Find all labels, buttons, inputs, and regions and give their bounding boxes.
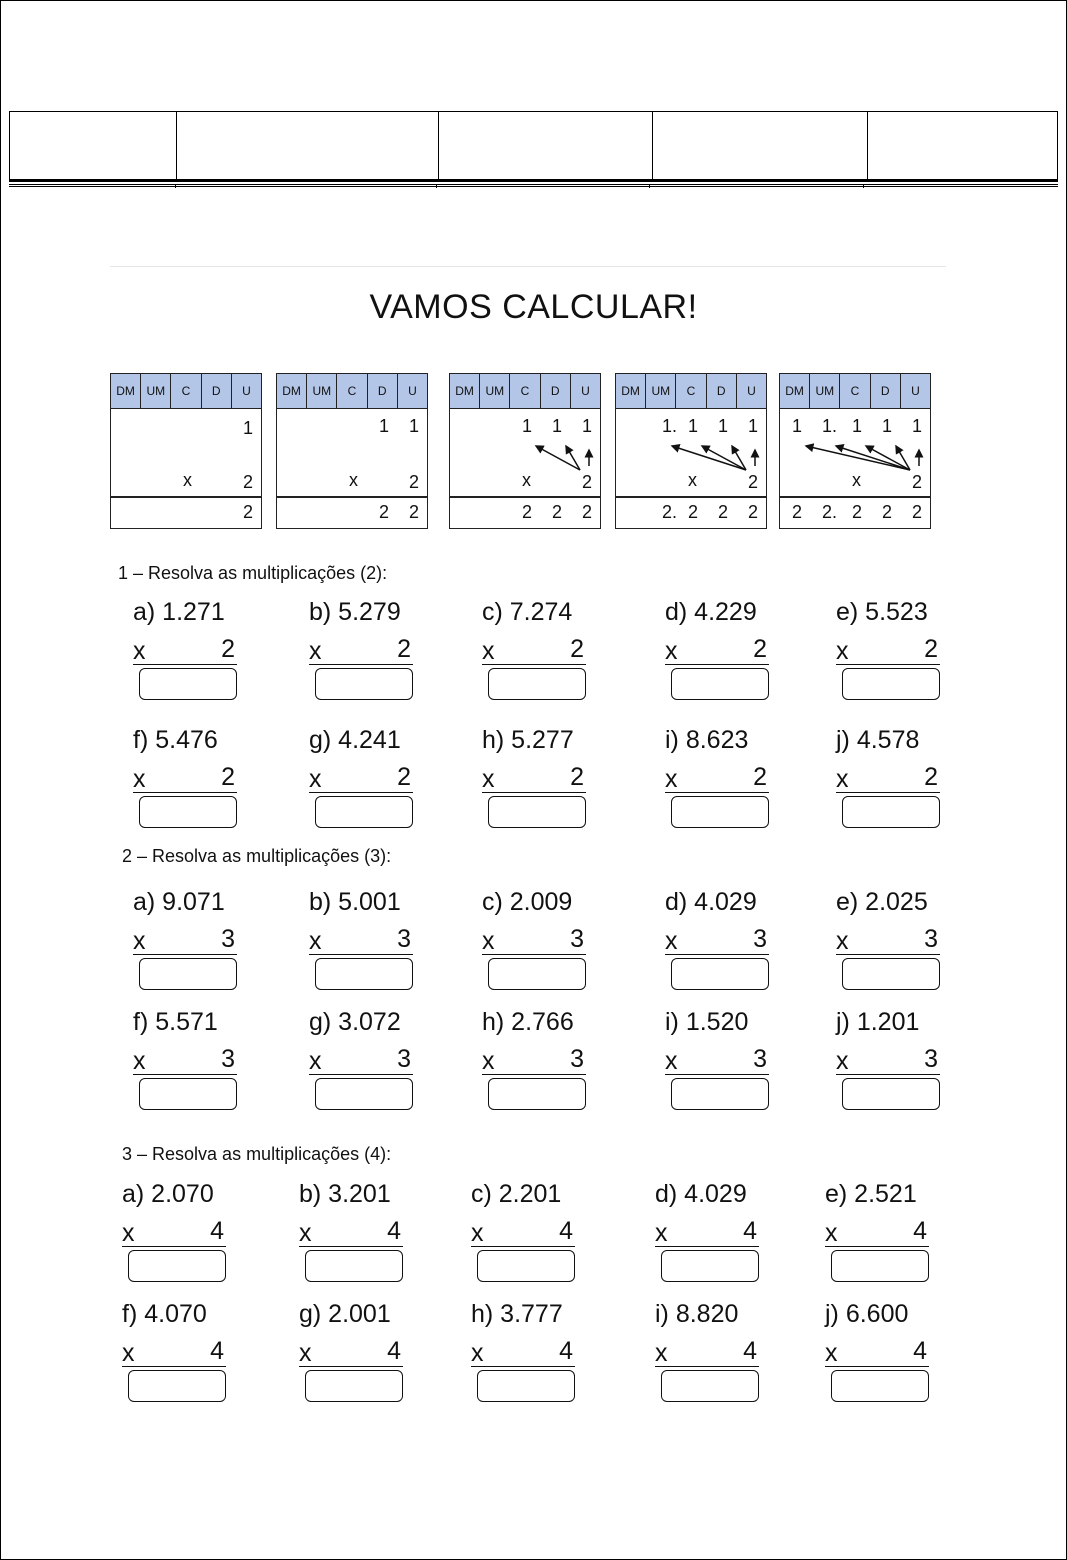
answer-box[interactable] (477, 1370, 575, 1402)
multiplier-line (655, 1336, 759, 1367)
answer-box[interactable] (671, 958, 769, 990)
place-value-header (111, 374, 261, 409)
factor: 2 (570, 763, 584, 791)
factor: 3 (397, 1045, 411, 1073)
answer-box[interactable] (671, 668, 769, 700)
digit: 1 (688, 416, 699, 436)
digit: 1 (552, 416, 563, 436)
times-symbol: x (309, 927, 322, 955)
answer-box[interactable] (661, 1250, 759, 1282)
answer-box[interactable] (315, 1078, 413, 1110)
factor: 2 (753, 635, 767, 663)
column-header: UM (141, 374, 171, 408)
column-header: DM (450, 374, 480, 408)
header-cell (10, 112, 177, 179)
digit: 2 (522, 502, 533, 522)
problem-number: d) 4.229 (665, 598, 757, 626)
problem-number: b) 5.001 (309, 888, 401, 916)
multiplier-line (825, 1216, 929, 1247)
problem-number: c) 2.009 (482, 888, 573, 916)
column-header: UM (480, 374, 510, 408)
problem (122, 1180, 232, 1280)
times-symbol: x (299, 1339, 312, 1367)
column-header: D (707, 374, 737, 408)
digit: 2 (582, 472, 593, 492)
column-header: U (408, 384, 417, 398)
answer-box[interactable] (671, 796, 769, 828)
column-header: U (911, 384, 920, 398)
digit: 1 (243, 418, 254, 438)
problem-number: g) 2.001 (299, 1300, 391, 1328)
problem-number: j) 1.201 (836, 1008, 920, 1036)
problem (836, 888, 946, 988)
problem-number: f) 5.571 (133, 1008, 218, 1036)
factor: 3 (221, 1045, 235, 1073)
header-table (9, 111, 1058, 182)
column-header: UM (307, 374, 337, 408)
problem (836, 1008, 946, 1108)
times-symbol: x (471, 1339, 484, 1367)
multiplier-line (309, 762, 413, 793)
digit: 1 (718, 416, 729, 436)
digit: 1. (822, 416, 838, 436)
multiplier-line (655, 1216, 759, 1247)
header-cell (177, 112, 439, 179)
multiplier-line (133, 924, 237, 955)
factor: 3 (570, 925, 584, 953)
column-header: C (676, 374, 706, 408)
times-symbol: x (309, 765, 322, 793)
multiplier-line (133, 762, 237, 793)
digit: 1 (522, 416, 533, 436)
problem (133, 888, 243, 988)
multiplier-line (665, 762, 769, 793)
problem-number: e) 5.523 (836, 598, 928, 626)
answer-box[interactable] (477, 1250, 575, 1282)
digit: 2 (912, 472, 923, 492)
carry-arrows (450, 374, 602, 530)
place-value-header (277, 374, 427, 409)
multiplier-line (471, 1336, 575, 1367)
digit: 1 (792, 416, 803, 436)
digit: 2 (912, 502, 923, 522)
factor: 2 (924, 635, 938, 663)
times-symbol: x (133, 765, 146, 793)
problem-number: b) 3.201 (299, 1180, 391, 1208)
multiplier-line (309, 1044, 413, 1075)
answer-box[interactable] (842, 796, 940, 828)
answer-box[interactable] (671, 1078, 769, 1110)
factor: 4 (210, 1217, 224, 1245)
answer-box[interactable] (488, 668, 586, 700)
answer-box[interactable] (128, 1370, 226, 1402)
worksheet-top-edge (110, 266, 946, 267)
problem-number: e) 2.521 (825, 1180, 917, 1208)
problem-number: h) 3.777 (471, 1300, 563, 1328)
factor: 3 (397, 925, 411, 953)
digit: 2 (688, 502, 699, 522)
answer-box[interactable] (488, 958, 586, 990)
digit: 2 (882, 502, 893, 522)
times-symbol: x (825, 1219, 838, 1247)
column-header: D (368, 374, 398, 408)
answer-box[interactable] (842, 1078, 940, 1110)
problem (299, 1180, 409, 1280)
multiplier-line (482, 634, 586, 665)
factor: 2 (221, 635, 235, 663)
digit: 1 (852, 416, 863, 436)
times-symbol: x (825, 1339, 838, 1367)
problem-number: i) 8.623 (665, 726, 749, 754)
times-symbol: x (836, 637, 849, 665)
factor: 3 (753, 1045, 767, 1073)
times-symbol: x (122, 1219, 135, 1247)
digit: x (349, 470, 358, 490)
column-header: D (541, 374, 571, 408)
problem (309, 598, 419, 698)
section-label: 1 – Resolva as multiplicações (2): (118, 563, 388, 583)
digit: 1. (662, 416, 678, 436)
factor: 4 (743, 1337, 757, 1365)
problem-number: h) 2.766 (482, 1008, 574, 1036)
answer-box[interactable] (305, 1370, 403, 1402)
problem-number: d) 4.029 (665, 888, 757, 916)
digit: 2 (243, 502, 254, 522)
problem (665, 726, 775, 826)
digit: 2 (552, 502, 563, 522)
problem (482, 598, 592, 698)
factor: 2 (221, 763, 235, 791)
digit: 1 (748, 416, 759, 436)
problem-number: g) 4.241 (309, 726, 401, 754)
problem-number: b) 5.279 (309, 598, 401, 626)
digit: 2 (409, 502, 420, 522)
answer-box[interactable] (305, 1250, 403, 1282)
column-header: DM (780, 374, 810, 408)
problem (471, 1180, 581, 1280)
result-line (111, 496, 261, 498)
result-line (277, 496, 427, 498)
times-symbol: x (482, 765, 495, 793)
multiplier-line (665, 924, 769, 955)
answer-box[interactable] (488, 1078, 586, 1110)
problem (482, 726, 592, 826)
place-value-chart (449, 373, 601, 529)
problem (309, 888, 419, 988)
factor: 3 (924, 1045, 938, 1073)
header-cell (653, 112, 868, 179)
problem (825, 1180, 935, 1280)
problem (665, 888, 775, 988)
times-symbol: x (482, 637, 495, 665)
digit: 2 (748, 502, 759, 522)
page-title: VAMOS CALCULAR! (369, 288, 698, 326)
answer-box[interactable] (139, 1078, 237, 1110)
column-header: U (581, 384, 590, 398)
factor: 4 (210, 1337, 224, 1365)
digit: 2. (662, 502, 678, 522)
problem (133, 598, 243, 698)
times-symbol: x (133, 1047, 146, 1075)
column-header: DM (616, 374, 646, 408)
digit: 2 (243, 472, 254, 492)
carry-arrows (616, 374, 768, 530)
column-header: C (171, 374, 201, 408)
problem-number: j) 6.600 (825, 1300, 909, 1328)
times-symbol: x (482, 1047, 495, 1075)
times-symbol: x (836, 765, 849, 793)
multiplier-line (482, 762, 586, 793)
arrow (806, 446, 910, 470)
factor: 3 (924, 925, 938, 953)
digit: x (852, 470, 861, 490)
problem-number: e) 2.025 (836, 888, 928, 916)
header-cell (868, 112, 1057, 179)
problem-number: a) 9.071 (133, 888, 225, 916)
problem-number: h) 5.277 (482, 726, 574, 754)
section-label: 2 – Resolva as multiplicações (3): (122, 846, 392, 866)
problem-number: d) 4.029 (655, 1180, 747, 1208)
answer-box[interactable] (831, 1370, 929, 1402)
times-symbol: x (133, 637, 146, 665)
times-symbol: x (299, 1219, 312, 1247)
multiplier-line (665, 634, 769, 665)
problem-number: g) 3.072 (309, 1008, 401, 1036)
problem (825, 1300, 935, 1400)
place-value-chart (110, 373, 262, 529)
times-symbol: x (482, 927, 495, 955)
times-symbol: x (133, 927, 146, 955)
times-symbol: x (665, 1047, 678, 1075)
factor: 2 (753, 763, 767, 791)
digit: x (522, 470, 531, 490)
digit: 1 (882, 416, 893, 436)
place-value-chart (276, 373, 428, 529)
problem (133, 726, 243, 826)
multiplier-line (836, 762, 940, 793)
factor: 4 (913, 1337, 927, 1365)
problem-number: i) 8.820 (655, 1300, 739, 1328)
problem-number: f) 4.070 (122, 1300, 207, 1328)
column-header: C (510, 374, 540, 408)
problem (482, 888, 592, 988)
digit: 2. (822, 502, 838, 522)
column-header: U (747, 384, 756, 398)
digit: 2 (792, 502, 803, 522)
column-header: D (202, 374, 232, 408)
problem (665, 598, 775, 698)
factor: 2 (570, 635, 584, 663)
times-symbol: x (309, 637, 322, 665)
factor: 4 (559, 1337, 573, 1365)
multiplier-line (836, 924, 940, 955)
problem (309, 1008, 419, 1108)
multiplier-line (309, 924, 413, 955)
multiplier-line (122, 1216, 226, 1247)
column-header: DM (277, 374, 307, 408)
digit: 2 (852, 502, 863, 522)
column-header: D (871, 374, 901, 408)
answer-box[interactable] (842, 958, 940, 990)
answer-box[interactable] (831, 1250, 929, 1282)
multiplier-line (309, 634, 413, 665)
place-value-chart (615, 373, 767, 529)
column-header: C (840, 374, 870, 408)
factor: 2 (397, 763, 411, 791)
answer-box[interactable] (128, 1250, 226, 1282)
times-symbol: x (665, 765, 678, 793)
factor: 4 (743, 1217, 757, 1245)
digit: 2 (409, 472, 420, 492)
section-label: 3 – Resolva as multiplicações (4): (122, 1144, 392, 1164)
problem (655, 1180, 765, 1280)
problem (133, 1008, 243, 1108)
multiplier-line (133, 634, 237, 665)
digit: x (183, 470, 192, 490)
answer-box[interactable] (139, 958, 237, 990)
digit: 1 (912, 416, 923, 436)
times-symbol: x (309, 1047, 322, 1075)
problem (122, 1300, 232, 1400)
column-header: C (337, 374, 367, 408)
digit: 2 (748, 472, 759, 492)
times-symbol: x (471, 1219, 484, 1247)
answer-box[interactable] (842, 668, 940, 700)
factor: 4 (387, 1337, 401, 1365)
factor: 3 (221, 925, 235, 953)
times-symbol: x (836, 1047, 849, 1075)
answer-box[interactable] (488, 796, 586, 828)
multiplier-line (471, 1216, 575, 1247)
answer-box[interactable] (139, 796, 237, 828)
multiplier-line (836, 634, 940, 665)
problem (836, 726, 946, 826)
factor: 3 (753, 925, 767, 953)
factor: 3 (570, 1045, 584, 1073)
carry-arrows (780, 374, 932, 530)
problem (836, 598, 946, 698)
problem (471, 1300, 581, 1400)
problem-number: a) 1.271 (133, 598, 225, 626)
digit: x (688, 470, 697, 490)
problem-number: a) 2.070 (122, 1180, 214, 1208)
problem (482, 1008, 592, 1108)
factor: 4 (559, 1217, 573, 1245)
header-cell (439, 112, 653, 179)
times-symbol: x (836, 927, 849, 955)
multiplier-line (299, 1336, 403, 1367)
multiplier-line (836, 1044, 940, 1075)
problem-number: j) 4.578 (836, 726, 920, 754)
column-header: DM (111, 374, 141, 408)
multiplier-line (299, 1216, 403, 1247)
multiplier-line (482, 1044, 586, 1075)
problem-number: f) 5.476 (133, 726, 218, 754)
factor: 2 (924, 763, 938, 791)
multiplier-line (825, 1336, 929, 1367)
digit: 1 (582, 416, 593, 436)
multiplier-line (482, 924, 586, 955)
answer-box[interactable] (661, 1370, 759, 1402)
digit: 2 (379, 502, 390, 522)
problem (665, 1008, 775, 1108)
digit: 2 (718, 502, 729, 522)
column-header: U (242, 384, 251, 398)
times-symbol: x (665, 927, 678, 955)
place-value-chart (779, 373, 931, 529)
times-symbol: x (122, 1339, 135, 1367)
times-symbol: x (655, 1339, 668, 1367)
multiplier-line (665, 1044, 769, 1075)
multiplier-line (133, 1044, 237, 1075)
answer-box[interactable] (315, 958, 413, 990)
digit: 2 (582, 502, 593, 522)
header-underline (9, 184, 1058, 187)
factor: 4 (387, 1217, 401, 1245)
problem (309, 726, 419, 826)
problem-number: c) 2.201 (471, 1180, 562, 1208)
column-header: UM (646, 374, 676, 408)
column-header: UM (810, 374, 840, 408)
answer-box[interactable] (139, 668, 237, 700)
multiplier-line (122, 1336, 226, 1367)
problem (299, 1300, 409, 1400)
digit: 1 (379, 416, 390, 436)
problem (655, 1300, 765, 1400)
factor: 2 (397, 635, 411, 663)
digit: 1 (409, 416, 420, 436)
answer-box[interactable] (315, 668, 413, 700)
times-symbol: x (665, 637, 678, 665)
answer-box[interactable] (315, 796, 413, 828)
problem-number: c) 7.274 (482, 598, 573, 626)
factor: 4 (913, 1217, 927, 1245)
problem-number: i) 1.520 (665, 1008, 749, 1036)
times-symbol: x (655, 1219, 668, 1247)
